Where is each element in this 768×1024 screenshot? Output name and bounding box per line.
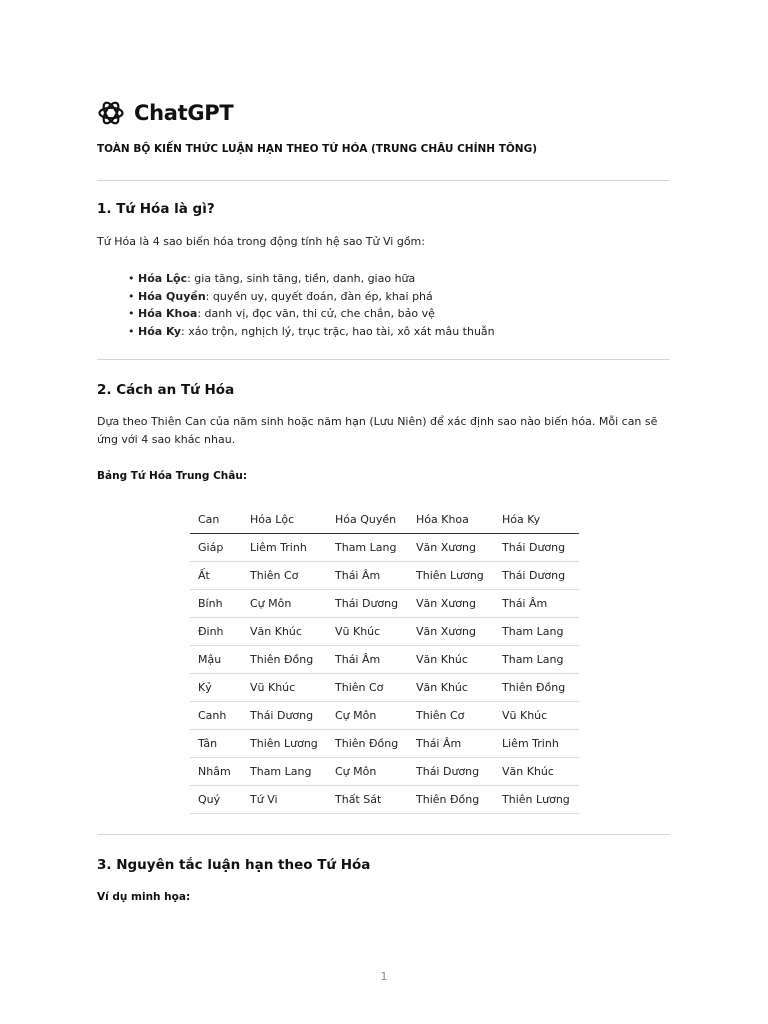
section-1-intro: Tứ Hóa là 4 sao biến hóa trong động tính hệ sao Tử Vi gồm: xyxy=(97,235,425,248)
list-item-desc: : gia tăng, sinh tăng, tiền, danh, giao hữa xyxy=(187,272,416,285)
section-1-heading: 1. Tứ Hóa là gì? xyxy=(97,201,215,217)
table-cell: Thái Dương xyxy=(494,562,579,590)
table-cell: Tứ Vi xyxy=(242,786,327,814)
list-item-desc: : xáo trộn, nghịch lý, trục trặc, hao tài, xô xát mâu thuẫn xyxy=(181,324,495,338)
table-label: Bảng Tứ Hóa Trung Châu: xyxy=(97,470,248,482)
table-cell: Tham Lang xyxy=(327,534,408,562)
table-cell: Cự Môn xyxy=(242,590,327,618)
table-cell: Bính xyxy=(190,590,242,618)
table-cell: Thái Âm xyxy=(327,646,408,674)
section-2-body: Dựa theo Thiên Can của năm sinh hoặc năm hạn (Lưu Niên) để xác định sao nào biến hóa. Mỗi can sẽ ứng với 4 sao khác nhau. xyxy=(97,415,658,446)
section-2-heading: 2. Cách an Tứ Hóa xyxy=(97,382,235,398)
table-cell: Nhâm xyxy=(190,758,242,786)
table-row xyxy=(190,618,579,646)
table-cell: Thái Dương xyxy=(494,534,579,562)
list-item-term: Hóa Quyền xyxy=(138,289,206,303)
page-number: 1 xyxy=(380,970,388,983)
table-cell: Thái Âm xyxy=(408,730,494,758)
tu-hoa-table xyxy=(190,505,579,814)
table-cell: Văn Khúc xyxy=(408,646,494,674)
table-cell: Văn Khúc xyxy=(242,618,327,646)
table-cell: Thiên Đồng xyxy=(327,730,408,758)
openai-logo-icon xyxy=(97,99,125,127)
table-cell: Tân xyxy=(190,730,242,758)
list-item: • Hóa Khoa: danh vị, đọc văn, thi cử, che chắn, bảo vệ xyxy=(128,307,435,320)
table-cell: Vũ Khúc xyxy=(494,702,579,730)
brand-name: ChatGPT xyxy=(134,101,234,125)
table-row xyxy=(190,590,579,618)
table-cell: Liêm Trinh xyxy=(242,534,327,562)
table-row xyxy=(190,674,579,702)
table-cell: Văn Xương xyxy=(408,590,494,618)
column-header: Hóa Lộc xyxy=(242,505,327,534)
table-cell: Liêm Trinh xyxy=(494,730,579,758)
list-item: • Hóa Lộc: gia tăng, sinh tăng, tiền, danh, giao hữa xyxy=(128,272,416,285)
table-cell: Tham Lang xyxy=(494,646,579,674)
table-row xyxy=(190,786,579,814)
table-cell: Thiên Lương xyxy=(494,786,579,814)
table-cell: Cự Môn xyxy=(327,702,408,730)
list-item: • Hóa Ky: xáo trộn, nghịch lý, trục trặc, hao tài, xô xát mâu thuẫn xyxy=(128,324,495,338)
table-cell: Ất xyxy=(190,562,242,590)
divider xyxy=(97,834,670,835)
table-header-row xyxy=(190,505,579,534)
table-cell: Kỷ xyxy=(190,674,242,702)
table-row xyxy=(190,702,579,730)
document-title: TOÀN BỘ KIẾN THỨC LUẬN HẠN THEO TỨ HÓA (TRUNG CHÂU CHÍNH TÔNG) xyxy=(97,143,538,155)
table-cell: Thiên Cơ xyxy=(242,562,327,590)
table-row xyxy=(190,758,579,786)
divider xyxy=(97,180,670,181)
table-cell: Thái Dương xyxy=(408,758,494,786)
table-cell: Thiên Lương xyxy=(408,562,494,590)
table-cell: Thái Dương xyxy=(327,590,408,618)
table-row xyxy=(190,646,579,674)
brand-header xyxy=(97,99,233,127)
table-cell: Tham Lang xyxy=(242,758,327,786)
table-cell: Văn Xương xyxy=(408,618,494,646)
table-cell: Vũ Khúc xyxy=(327,618,408,646)
table-cell: Văn Xương xyxy=(408,534,494,562)
table-cell: Tham Lang xyxy=(494,618,579,646)
list-item-term: Hóa Khoa xyxy=(138,307,198,320)
list-item-term: Hóa Ky xyxy=(138,324,182,338)
table-cell: Thiên Cơ xyxy=(408,702,494,730)
table-cell: Đinh xyxy=(190,618,242,646)
table-cell: Quý xyxy=(190,786,242,814)
table-cell: Canh xyxy=(190,702,242,730)
column-header: Hóa Quyền xyxy=(327,505,408,534)
table-row xyxy=(190,534,579,562)
table-cell: Thái Âm xyxy=(494,590,579,618)
table-cell: Thiên Đồng xyxy=(494,674,579,702)
table-row xyxy=(190,562,579,590)
table-cell: Giáp xyxy=(190,534,242,562)
table-cell: Thiên Lương xyxy=(242,730,327,758)
list-item-desc: : quyền uy, quyết đoán, đàn ép, khai phá xyxy=(205,289,433,303)
tu-hoa-list xyxy=(128,270,495,340)
table-row xyxy=(190,730,579,758)
divider xyxy=(97,359,670,360)
list-item-desc: : danh vị, đọc văn, thi cử, che chắn, bảo vệ xyxy=(197,307,435,320)
table-cell: Mậu xyxy=(190,646,242,674)
table-cell: Thái Âm xyxy=(327,562,408,590)
table-cell: Thiên Đồng xyxy=(242,646,327,674)
column-header: Hóa Ky xyxy=(494,505,579,534)
table-cell: Văn Khúc xyxy=(408,674,494,702)
list-item: • Hóa Quyền: quyền uy, quyết đoán, đàn ép, khai phá xyxy=(128,289,433,303)
example-label: Ví dụ minh họa: xyxy=(97,891,191,903)
list-item-term: Hóa Lộc xyxy=(138,272,188,285)
column-header: Can xyxy=(190,505,242,534)
table-cell: Cự Môn xyxy=(327,758,408,786)
table-cell: Văn Khúc xyxy=(494,758,579,786)
table-cell: Thất Sát xyxy=(327,786,408,814)
table-cell: Vũ Khúc xyxy=(242,674,327,702)
column-header: Hóa Khoa xyxy=(408,505,494,534)
table-cell: Thiên Cơ xyxy=(327,674,408,702)
table-cell: Thái Dương xyxy=(242,702,327,730)
section-3-heading: 3. Nguyên tắc luận hạn theo Tứ Hóa xyxy=(97,857,371,873)
table-cell: Thiên Đồng xyxy=(408,786,494,814)
